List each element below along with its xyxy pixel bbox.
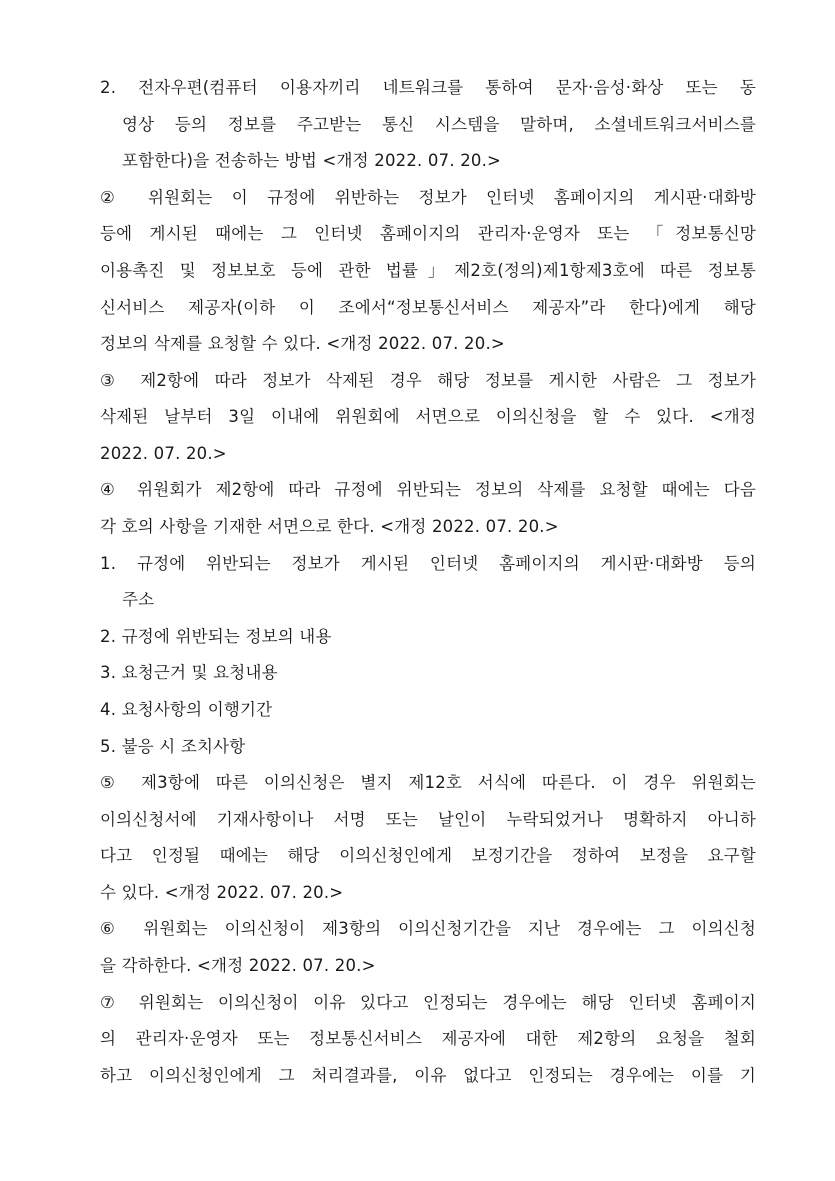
text-line: 다고 인정될 때에는 해당 이의신청인에게 보정기간을 정하여 보정을 요구할 (100, 846, 756, 865)
text-line: ④ 위원회가 제2항에 따라 규정에 위반되는 정보의 삭제를 요청할 때에는 다음 (100, 480, 756, 499)
text-line: 이용촉진 및 정보보호 등에 관한 법률」제2호(정의)제1항제3호에 따른 정보통 (100, 261, 756, 280)
text-line: 삭제된 날부터 3일 이내에 위원회에 서면으로 이의신청을 할 수 있다. <개정 (100, 407, 756, 426)
text-line: ⑥ 위원회는 이의신청이 제3항의 이의신청기간을 지난 경우에는 그 이의신청 (100, 919, 756, 938)
text-line: 주소 (122, 590, 155, 609)
text-line: 신서비스 제공자(이하 이 조에서“정보통신서비스 제공자”라 한다)에게 해당 (100, 298, 756, 317)
text-line: ② 위원회는 이 규정에 위반하는 정보가 인터넷 홈페이지의 게시판·대화방 (100, 188, 756, 207)
text-line: 2. 전자우편(컴퓨터 이용자끼리 네트워크를 통하여 문자·음성·화상 또는 동 (100, 78, 756, 97)
text-line: 하고 이의신청인에게 그 처리결과를, 이유 없다고 인정되는 경우에는 이를 기 (100, 1066, 756, 1085)
text-line: 2. 규정에 위반되는 정보의 내용 (100, 627, 332, 646)
text-line: 을 각하한다. <개정 2022. 07. 20.> (100, 956, 376, 975)
text-line: 포함한다)을 전송하는 방법 <개정 2022. 07. 20.> (122, 151, 502, 170)
text-line: 3. 요청근거 및 요청내용 (100, 663, 278, 682)
text-line: 5. 불응 시 조치사항 (100, 737, 246, 756)
text-line: 정보의 삭제를 요청할 수 있다. <개정 2022. 07. 20.> (100, 334, 505, 353)
text-line: 영상 등의 정보를 주고받는 통신 시스템을 말하며, 소셜네트워크서비스를 (122, 115, 756, 134)
text-line: 2022. 07. 20.> (100, 444, 227, 463)
text-line: 4. 요청사항의 이행기간 (100, 700, 273, 719)
text-line: 1. 규정에 위반되는 정보가 게시된 인터넷 홈페이지의 게시판·대화방 등의 (100, 554, 756, 573)
text-line: ⑤ 제3항에 따른 이의신청은 별지 제12호 서식에 따른다. 이 경우 위원회는 (100, 773, 756, 792)
text-line: 수 있다. <개정 2022. 07. 20.> (100, 883, 344, 902)
text-line: 의 관리자·운영자 또는 정보통신서비스 제공자에 대한 제2항의 요청을 철회 (100, 1029, 756, 1048)
text-line: ⑦ 위원회는 이의신청이 이유 있다고 인정되는 경우에는 해당 인터넷 홈페이지 (100, 993, 756, 1012)
text-line: 이의신청서에 기재사항이나 서명 또는 날인이 누락되었거나 명확하지 아니하 (100, 810, 756, 829)
text-line: ③ 제2항에 따라 정보가 삭제된 경우 해당 정보를 게시한 사람은 그 정보가 (100, 371, 756, 390)
text-line: 등에 게시된 때에는 그 인터넷 홈페이지의 관리자·운영자 또는 「정보통신망 (100, 224, 756, 243)
text-line: 각 호의 사항을 기재한 서면으로 한다. <개정 2022. 07. 20.> (100, 517, 559, 536)
